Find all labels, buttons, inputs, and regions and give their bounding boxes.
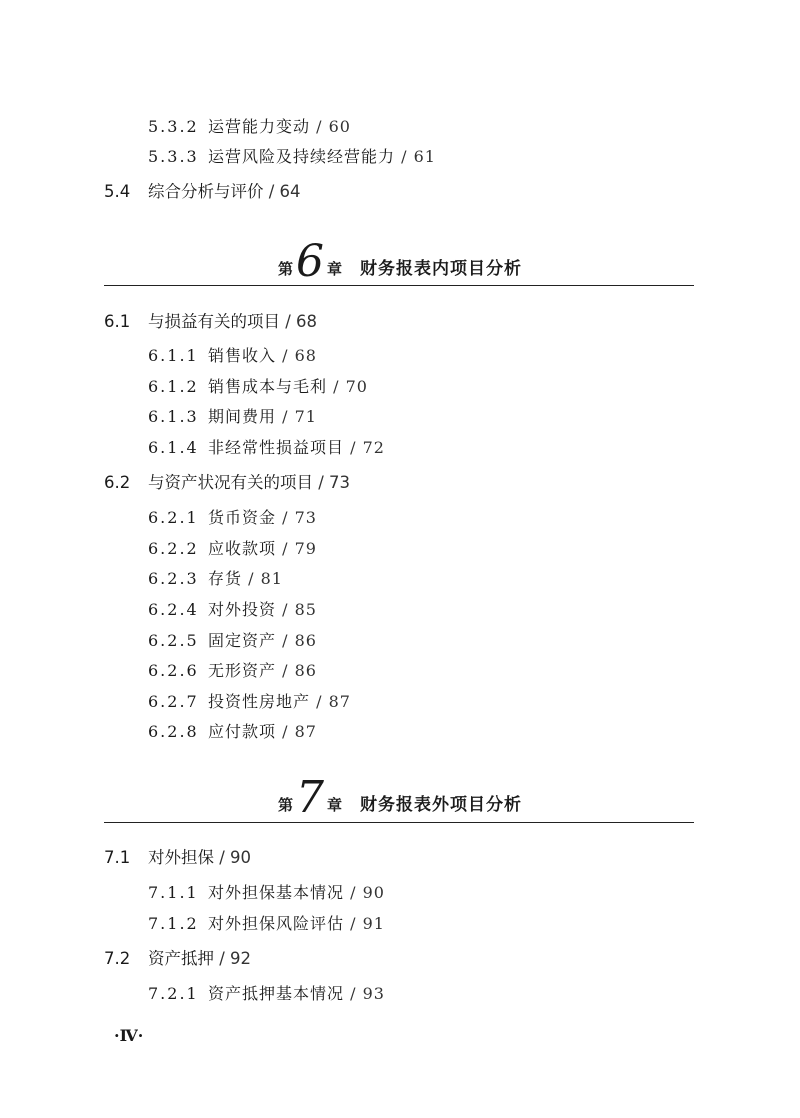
entry-number: 5.3.2 [148, 117, 199, 136]
entry-page: / 86 [282, 631, 317, 650]
entry-title: 运营能力变动 [208, 117, 311, 136]
section-number: 7.1 [104, 848, 131, 867]
toc-entry [148, 407, 317, 427]
entry-number: 6.2.6 [148, 661, 199, 680]
section-page: / 90 [219, 848, 252, 867]
entry-page: / 70 [333, 377, 368, 396]
entry-number: 6.2.5 [148, 631, 199, 650]
entry-number: 6.2.4 [148, 600, 199, 619]
section-page: / 73 [318, 473, 351, 492]
toc-entry [148, 883, 385, 903]
entry-title: 无形资产 [208, 661, 277, 680]
toc-entry [148, 984, 385, 1004]
section-number: 7.2 [104, 949, 131, 968]
toc-entry [148, 600, 317, 620]
entry-title: 销售收入 [208, 346, 277, 365]
toc-entry [148, 508, 317, 528]
entry-number: 6.2.7 [148, 692, 199, 711]
section-page: / 92 [219, 949, 252, 968]
entry-number: 6.2.3 [148, 569, 199, 588]
entry-page: / 68 [282, 346, 317, 365]
entry-title: 期间费用 [208, 407, 277, 426]
toc-entry [148, 117, 351, 137]
entry-title: 投资性房地产 [208, 692, 311, 711]
chapter-7-heading [0, 772, 800, 823]
toc-entry [148, 377, 368, 397]
entry-page: / 60 [316, 117, 351, 136]
entry-page: / 93 [350, 984, 385, 1003]
entry-title: 销售成本与毛利 [208, 377, 328, 396]
chapter-divider [104, 285, 694, 286]
section-title: 综合分析与评价 [148, 182, 264, 201]
entry-title: 应付款项 [208, 722, 277, 741]
entry-number: 6.2.1 [148, 508, 199, 527]
entry-number: 7.1.1 [148, 883, 199, 902]
toc-entry [148, 631, 317, 651]
chapter-6-heading [0, 236, 800, 287]
entry-number: 7.1.2 [148, 914, 199, 933]
entry-number: 6.1.2 [148, 377, 199, 396]
toc-entry [148, 722, 317, 742]
entry-page: / 85 [282, 600, 317, 619]
entry-page: / 73 [282, 508, 317, 527]
toc-entry [148, 346, 317, 366]
entry-title: 货币资金 [208, 508, 277, 527]
chapter-prefix: 第 [277, 260, 293, 278]
chapter-title: 财务报表外项目分析 [360, 795, 523, 815]
entry-number: 6.2.8 [148, 722, 199, 741]
toc-section [104, 473, 350, 493]
entry-page: / 87 [316, 692, 351, 711]
entry-title: 固定资产 [208, 631, 277, 650]
section-title: 资产抵押 [148, 949, 214, 968]
entry-title: 存货 [208, 569, 243, 588]
toc-entry [148, 569, 283, 589]
section-page: / 68 [285, 312, 318, 331]
entry-number: 5.3.3 [148, 147, 199, 166]
entry-page: / 86 [282, 661, 317, 680]
toc-entry [148, 914, 385, 934]
chapter-divider [104, 822, 694, 823]
entry-title: 非经常性损益项目 [208, 438, 345, 457]
section-title: 对外担保 [148, 848, 214, 867]
entry-page: / 87 [282, 722, 317, 741]
toc-section [104, 182, 301, 202]
section-number: 6.2 [104, 473, 131, 492]
entry-number: 6.1.4 [148, 438, 199, 457]
entry-number: 7.2.1 [148, 984, 199, 1003]
entry-page: / 72 [350, 438, 385, 457]
chapter-number: 6 [296, 236, 324, 287]
page-folio: ·Ⅳ· [114, 1026, 144, 1045]
toc-section [104, 312, 317, 332]
toc-entry [148, 438, 385, 458]
entry-page: / 79 [282, 539, 317, 558]
section-page: / 64 [268, 182, 301, 201]
toc-entry [148, 539, 317, 559]
entry-title: 资产抵押基本情况 [208, 984, 345, 1003]
toc-section [104, 949, 251, 969]
toc-entry [148, 147, 436, 167]
chapter-title: 财务报表内项目分析 [360, 259, 523, 279]
section-number: 6.1 [104, 312, 131, 331]
chapter-prefix: 第 [277, 796, 293, 814]
entry-number: 6.1.3 [148, 407, 199, 426]
section-number: 5.4 [104, 182, 131, 201]
entry-page: / 91 [350, 914, 385, 933]
entry-page: / 71 [282, 407, 317, 426]
section-title: 与损益有关的项目 [148, 312, 280, 331]
toc-entry [148, 692, 351, 712]
entry-title: 对外担保风险评估 [208, 914, 345, 933]
entry-number: 6.1.1 [148, 346, 199, 365]
entry-number: 6.2.2 [148, 539, 199, 558]
toc-entry [148, 661, 317, 681]
chapter-suffix: 章 [327, 796, 343, 814]
toc-section [104, 848, 251, 868]
entry-title: 应收款项 [208, 539, 277, 558]
chapter-suffix: 章 [327, 260, 343, 278]
entry-title: 对外投资 [208, 600, 277, 619]
entry-page: / 61 [401, 147, 436, 166]
section-title: 与资产状况有关的项目 [148, 473, 313, 492]
chapter-number: 7 [296, 772, 324, 823]
entry-page: / 81 [248, 569, 283, 588]
entry-title: 运营风险及持续经营能力 [208, 147, 396, 166]
entry-title: 对外担保基本情况 [208, 883, 345, 902]
entry-page: / 90 [350, 883, 385, 902]
